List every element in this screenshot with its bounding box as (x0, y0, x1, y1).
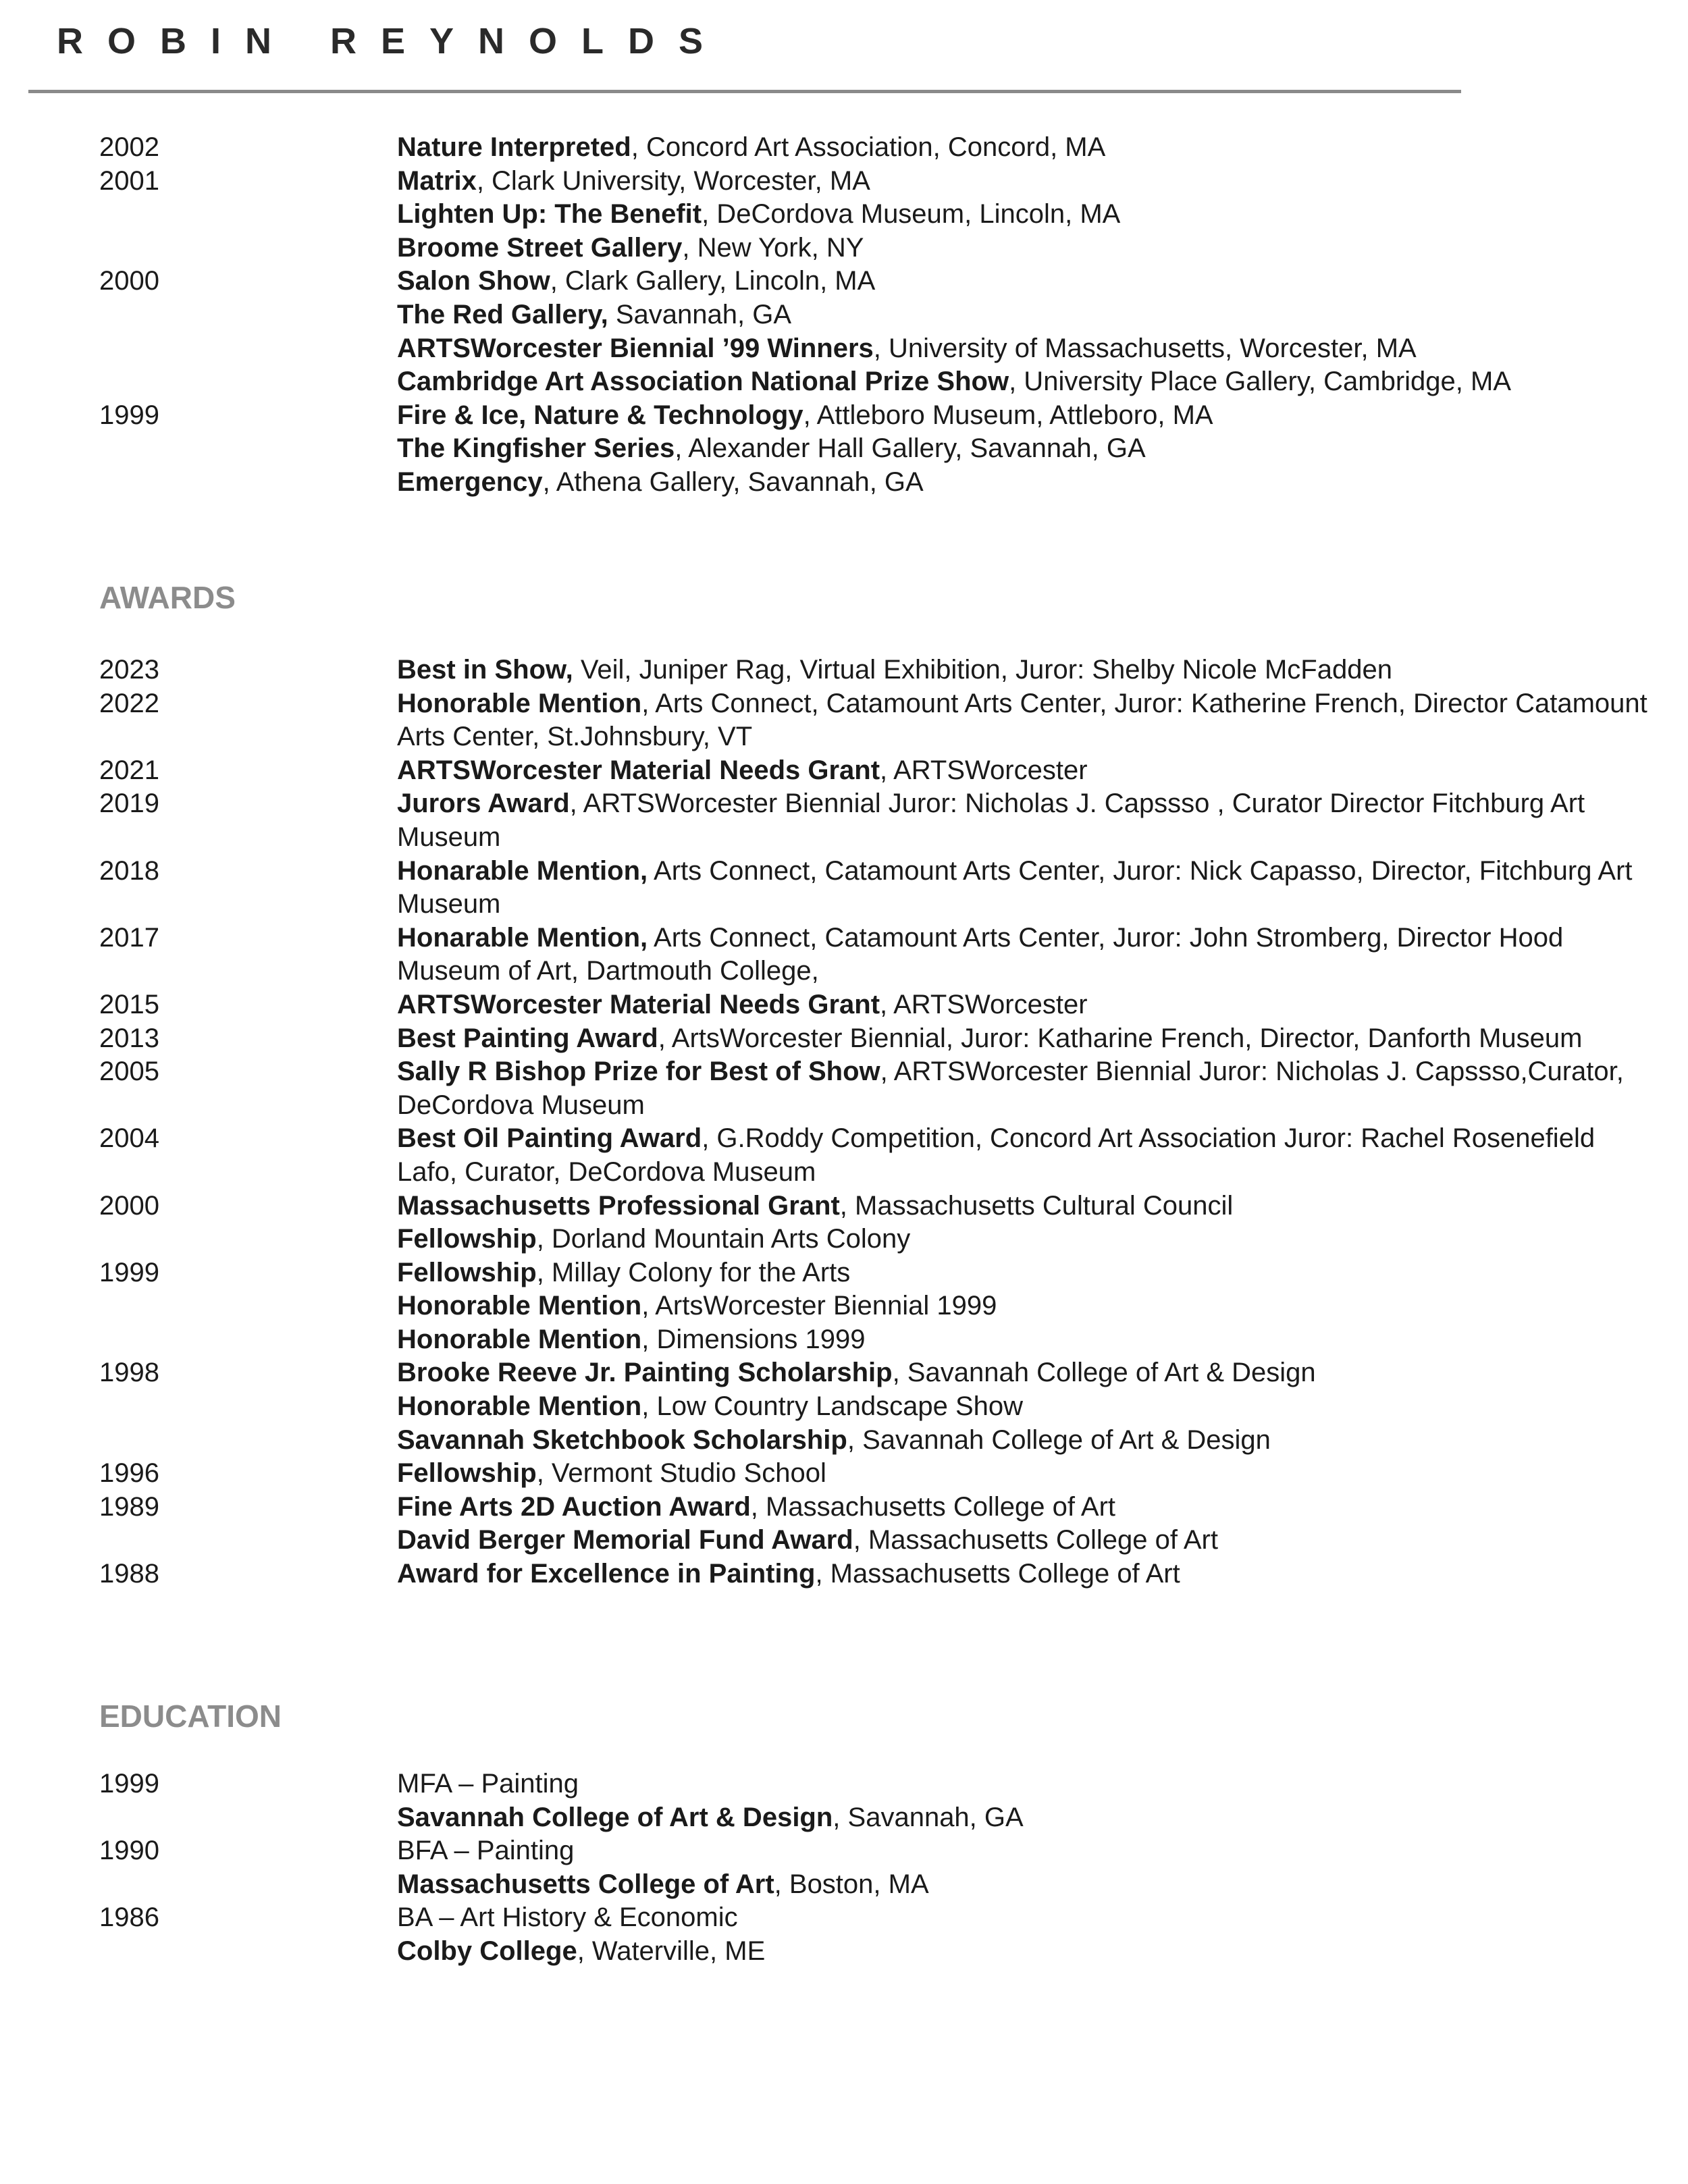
award-detail: , Arts Connect, Catamount Arts Center, Juror: Katherine French, Director Catamount Arts Center, St.Johnsbury, VT (397, 688, 1647, 752)
exhibition-row (0, 466, 1688, 500)
award-title: Fine Arts 2D Auction Award (397, 1491, 751, 1522)
award-row (0, 754, 1688, 788)
award-year: 1989 (99, 1491, 159, 1522)
award-year: 2017 (99, 922, 159, 953)
award-row (0, 988, 1688, 1022)
award-row (0, 1022, 1688, 1056)
award-detail: , Savannah College of Art & Design (892, 1358, 1316, 1388)
exhibition-detail: , New York, NY (682, 232, 864, 263)
award-year: 2022 (99, 688, 159, 718)
award-year: 2013 (99, 1023, 159, 1053)
education-degree: MFA – Painting (397, 1769, 579, 1799)
exhibition-row (0, 198, 1688, 232)
education-row (0, 1767, 1688, 1801)
education-row (0, 1868, 1688, 1902)
exhibition-detail: , University Place Gallery, Cambridge, MA (1009, 367, 1512, 397)
exhibition-row (0, 298, 1688, 332)
exhibition-detail: , University of Massachusetts, Worcester, MA (873, 333, 1417, 363)
award-year: 2000 (99, 1190, 159, 1221)
award-title: ARTSWorcester Material Needs Grant (397, 755, 880, 785)
award-detail: , Dimensions 1999 (641, 1324, 866, 1354)
award-detail: , Massachusetts College of Art (815, 1559, 1180, 1589)
education-row (0, 1834, 1688, 1868)
award-row (0, 654, 1688, 687)
exhibition-row (0, 432, 1688, 466)
award-title: Honorable Mention (397, 1391, 642, 1422)
education-year: 1999 (99, 1769, 159, 1799)
exhibition-title: ARTSWorcester Biennial ’99 Winners (397, 333, 874, 363)
exhibition-detail: , DeCordova Museum, Lincoln, MA (702, 199, 1121, 230)
award-detail: , ARTSWorcester (880, 989, 1088, 1019)
exhibition-detail: , Alexander Hall Gallery, Savannah, GA (675, 433, 1146, 464)
exhibition-title: Lighten Up: The Benefit (397, 199, 702, 230)
award-year: 1988 (99, 1559, 159, 1589)
exhibition-title: Emergency (397, 467, 543, 497)
exhibition-title: Cambridge Art Association National Prize Show (397, 367, 1009, 397)
artist-name: ROBIN REYNOLDS (57, 21, 728, 61)
education-location: , Savannah, GA (833, 1802, 1024, 1832)
exhibition-title: Broome Street Gallery (397, 232, 683, 263)
award-detail: , Low Country Landscape Show (641, 1391, 1024, 1422)
exhibition-detail: , Attleboro Museum, Attleboro, MA (803, 400, 1213, 430)
award-detail: Arts Connect, Catamount Arts Center, Juror: John Stromberg, Director Hood Museum of Art, Dartmouth College, (397, 922, 1564, 986)
award-detail: , Savannah College of Art & Design (847, 1424, 1271, 1455)
award-title: David Berger Memorial Fund Award (397, 1525, 853, 1555)
exhibition-title: Matrix (397, 165, 477, 196)
award-row (0, 1256, 1688, 1290)
education-degree: BA – Art History & Economic (397, 1902, 738, 1933)
award-year: 2004 (99, 1123, 159, 1154)
award-title: Massachusetts Professional Grant (397, 1190, 840, 1221)
award-year: 1999 (99, 1257, 159, 1287)
exhibition-row (0, 232, 1688, 265)
exhibitions-list (0, 131, 1688, 500)
award-title: Sally R Bishop Prize for Best of Show (397, 1057, 880, 1087)
award-title: Fellowship (397, 1458, 537, 1489)
award-row (0, 1323, 1688, 1357)
award-detail: , ARTSWorcester Biennial Juror: Nicholas J. Capssso , Curator Director Fitchburg Art Museum (397, 789, 1585, 852)
award-row (0, 787, 1688, 854)
award-detail: , ArtsWorcester Biennial, Juror: Katharine French, Director, Danforth Museum (658, 1023, 1583, 1053)
exhibition-row (0, 365, 1688, 399)
award-row (0, 1190, 1688, 1223)
exhibition-title: The Kingfisher Series (397, 433, 675, 464)
award-year: 2005 (99, 1057, 159, 1087)
award-detail: , G.Roddy Competition, Concord Art Association Juror: Rachel Rosenefield Lafo, Curator, DeCordova Museum (397, 1123, 1595, 1187)
header-divider (28, 90, 1461, 93)
education-school: Massachusetts College of Art (397, 1869, 774, 1899)
award-row (0, 855, 1688, 922)
award-year: 2019 (99, 789, 159, 819)
award-row (0, 1390, 1688, 1424)
exhibition-row (0, 165, 1688, 198)
award-title: Brooke Reeve Jr. Painting Scholarship (397, 1358, 893, 1388)
award-row (0, 1356, 1688, 1390)
exhibition-detail: , Athena Gallery, Savannah, GA (542, 467, 924, 497)
exhibition-title: Fire & Ice, Nature & Technology (397, 400, 803, 430)
award-detail: Veil, Juniper Rag, Virtual Exhibition, Juror: Shelby Nicole McFadden (573, 655, 1392, 685)
exhibition-detail: , Clark Gallery, Lincoln, MA (550, 266, 876, 296)
education-location: , Waterville, ME (577, 1936, 766, 1966)
award-year: 1996 (99, 1458, 159, 1489)
education-location: , Boston, MA (774, 1869, 929, 1899)
award-detail: , Massachusetts College of Art (750, 1491, 1116, 1522)
award-year: 2018 (99, 855, 159, 886)
exhibition-detail: , Concord Art Association, Concord, MA (631, 132, 1106, 162)
exhibition-detail: Savannah, GA (608, 299, 791, 329)
award-title: Savannah Sketchbook Scholarship (397, 1424, 847, 1455)
award-title: Best Painting Award (397, 1023, 658, 1053)
education-list (0, 1767, 1688, 1969)
award-year: 1998 (99, 1358, 159, 1388)
award-title: ARTSWorcester Material Needs Grant (397, 989, 880, 1019)
award-detail: , Millay Colony for the Arts (536, 1257, 851, 1287)
exhibition-detail: , Clark University, Worcester, MA (476, 165, 870, 196)
exhibition-title: The Red Gallery, (397, 299, 608, 329)
award-row (0, 1055, 1688, 1122)
award-detail: , Vermont Studio School (536, 1458, 826, 1489)
award-detail: , Massachusetts Cultural Council (839, 1190, 1234, 1221)
education-row (0, 1801, 1688, 1835)
award-title: Honarable Mention, (397, 922, 648, 953)
exhibition-year: 2001 (99, 165, 159, 196)
exhibition-year: 2002 (99, 132, 159, 162)
award-detail: , Dorland Mountain Arts Colony (536, 1224, 911, 1254)
award-detail: , ARTSWorcester Biennial Juror: Nicholas J. Capssso,Curator, DeCordova Museum (397, 1057, 1624, 1120)
award-year: 2023 (99, 655, 159, 685)
exhibition-title: Nature Interpreted (397, 132, 631, 162)
award-row (0, 1289, 1688, 1323)
award-title: Fellowship (397, 1257, 537, 1287)
award-title: Fellowship (397, 1224, 537, 1254)
award-detail: , ARTSWorcester (880, 755, 1088, 785)
education-year: 1986 (99, 1902, 159, 1933)
award-year: 2021 (99, 755, 159, 785)
exhibition-year: 1999 (99, 400, 159, 430)
education-row (0, 1901, 1688, 1935)
award-row (0, 687, 1688, 754)
award-title: Honarable Mention, (397, 855, 648, 886)
award-detail: , ArtsWorcester Biennial 1999 (641, 1291, 997, 1321)
award-year: 2015 (99, 989, 159, 1019)
award-row (0, 1457, 1688, 1491)
award-title: Best in Show, (397, 655, 573, 685)
exhibition-row (0, 332, 1688, 366)
exhibition-row (0, 265, 1688, 298)
education-school: Savannah College of Art & Design (397, 1802, 833, 1832)
award-detail: Arts Connect, Catamount Arts Center, Juror: Nick Capasso, Director, Fitchburg Art Museum (397, 855, 1633, 920)
exhibition-title: Salon Show (397, 266, 550, 296)
education-degree: BFA – Painting (397, 1836, 575, 1866)
award-row (0, 1491, 1688, 1524)
exhibition-year: 2000 (99, 266, 159, 296)
award-title: Jurors Award (397, 789, 570, 819)
award-detail: , Massachusetts College of Art (853, 1525, 1218, 1555)
award-row (0, 1223, 1688, 1256)
award-title: Honorable Mention (397, 688, 642, 718)
awards-heading: AWARDS (99, 580, 236, 615)
award-title: Best Oil Painting Award (397, 1123, 702, 1154)
education-heading: EDUCATION (99, 1699, 282, 1734)
award-row (0, 1122, 1688, 1189)
education-year: 1990 (99, 1836, 159, 1866)
award-row (0, 1524, 1688, 1557)
exhibition-row (0, 131, 1688, 165)
award-title: Award for Excellence in Painting (397, 1559, 816, 1589)
awards-list (0, 654, 1688, 1591)
education-school: Colby College (397, 1936, 577, 1966)
award-row (0, 922, 1688, 988)
education-row (0, 1935, 1688, 1969)
award-row (0, 1557, 1688, 1591)
award-title: Honorable Mention (397, 1324, 642, 1354)
award-row (0, 1424, 1688, 1458)
award-title: Honorable Mention (397, 1291, 642, 1321)
exhibition-row (0, 399, 1688, 433)
